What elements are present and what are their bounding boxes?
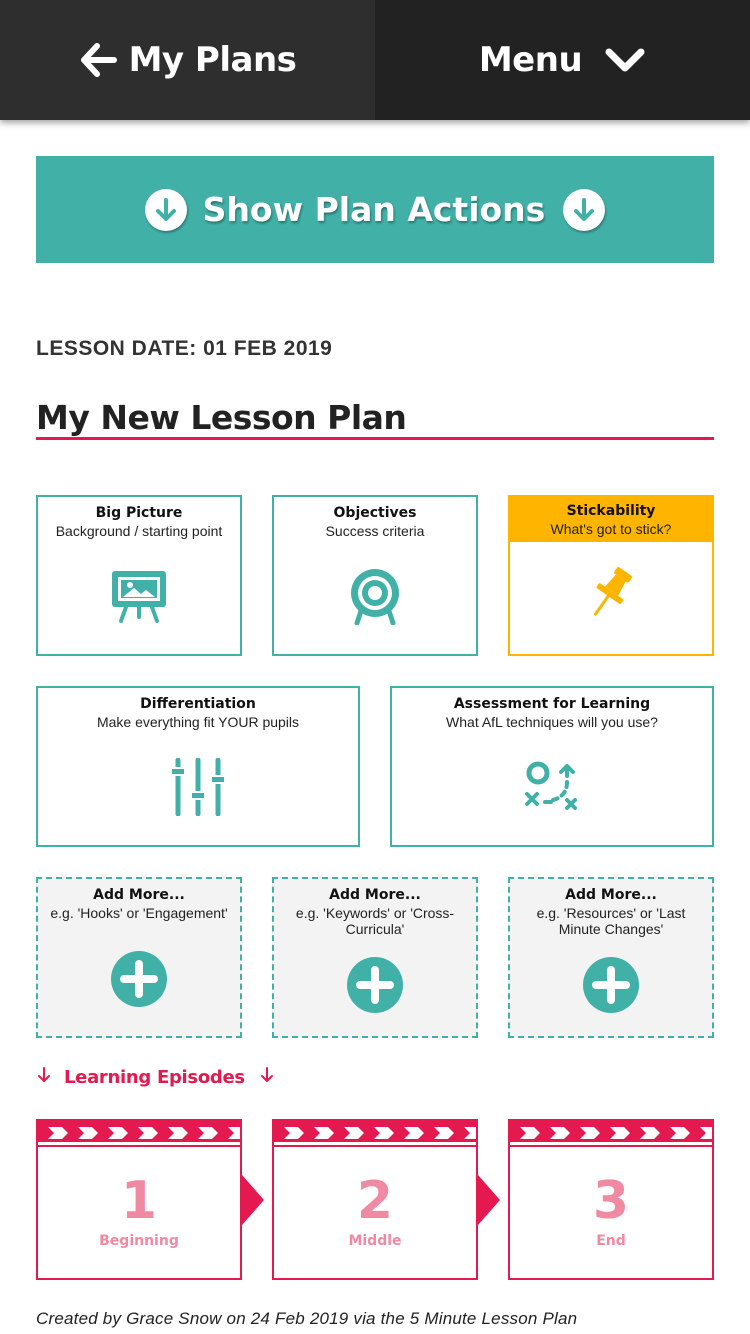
chevron-down-icon <box>582 46 646 74</box>
card-title: Stickability <box>566 503 656 519</box>
episode-arrow-icon <box>478 1175 500 1225</box>
card-subtitle: e.g. 'Hooks' or 'Engagement' <box>50 905 228 921</box>
card-stickability[interactable] <box>508 495 714 656</box>
target-icon <box>274 567 476 625</box>
pushpin-icon <box>510 563 712 621</box>
clapperboard-stripe-icon <box>38 1121 240 1145</box>
episode-number: 3 <box>592 1171 630 1231</box>
learning-episodes-label: Learning Episodes <box>64 1067 245 1088</box>
footer-credit: Created by Grace Snow on 24 Feb 2019 via the 5 Minute Lesson Plan <box>36 1309 578 1328</box>
card-big-picture[interactable] <box>36 495 242 656</box>
arrow-down-circle-icon <box>563 189 605 231</box>
card-title: Add More... <box>93 887 185 903</box>
arrow-down-circle-icon <box>145 189 187 231</box>
episode-arrow-icon <box>242 1175 264 1225</box>
card-subtitle: What's got to stick? <box>550 521 672 537</box>
card-header <box>510 497 712 542</box>
menu-button[interactable] <box>375 0 750 120</box>
my-plans-label: My Plans <box>128 40 297 80</box>
card-subtitle: e.g. 'Resources' or 'Last Minute Changes' <box>536 905 686 937</box>
show-plan-actions-label: Show Plan Actions <box>202 190 546 229</box>
card-title: Differentiation <box>140 696 256 712</box>
episode-card-middle[interactable] <box>272 1119 478 1280</box>
episode-card-beginning[interactable] <box>36 1119 242 1280</box>
show-plan-actions-button[interactable] <box>36 156 714 263</box>
card-title: Assessment for Learning <box>453 696 651 712</box>
episode-card-end[interactable] <box>508 1119 714 1280</box>
my-plans-back-button[interactable] <box>0 0 375 120</box>
add-more-card[interactable] <box>36 877 242 1038</box>
episode-label: Middle <box>348 1233 402 1249</box>
plus-circle-icon <box>274 956 476 1014</box>
tactics-icon <box>392 760 712 814</box>
episode-label: Beginning <box>99 1233 179 1249</box>
card-subtitle: Background / starting point <box>55 523 223 539</box>
card-subtitle: Success criteria <box>325 523 425 539</box>
episode-number: 1 <box>120 1171 158 1231</box>
card-objectives[interactable] <box>272 495 478 656</box>
arrow-down-icon <box>36 1066 52 1089</box>
clapperboard-stripe-icon <box>510 1121 712 1145</box>
learning-episodes-heading <box>36 1066 275 1089</box>
plus-circle-icon <box>510 956 712 1014</box>
presentation-board-icon <box>38 569 240 623</box>
menu-label: Menu <box>478 40 583 80</box>
card-title: Big Picture <box>95 505 183 521</box>
card-subtitle: Make everything fit YOUR pupils <box>96 714 300 730</box>
add-more-card[interactable] <box>508 877 714 1038</box>
top-nav-bar <box>0 0 750 120</box>
lesson-date: LESSON DATE: 01 FEB 2019 <box>36 337 333 360</box>
sliders-icon <box>38 758 358 816</box>
card-differentiation[interactable] <box>36 686 360 847</box>
lesson-title[interactable]: My New Lesson Plan <box>36 398 714 440</box>
card-assessment-for-learning[interactable] <box>390 686 714 847</box>
clapperboard-stripe-icon <box>274 1121 476 1145</box>
plus-circle-icon <box>38 950 240 1008</box>
arrow-down-icon <box>259 1066 275 1089</box>
card-subtitle: e.g. 'Keywords' or 'Cross-Curricula' <box>295 905 455 937</box>
arrow-left-icon <box>79 42 129 78</box>
episode-label: End <box>596 1233 626 1249</box>
card-title: Add More... <box>329 887 421 903</box>
episode-number: 2 <box>356 1171 394 1231</box>
card-subtitle: What AfL techniques will you use? <box>446 714 658 730</box>
card-title: Add More... <box>565 887 657 903</box>
card-title: Objectives <box>333 505 417 521</box>
add-more-card[interactable] <box>272 877 478 1038</box>
